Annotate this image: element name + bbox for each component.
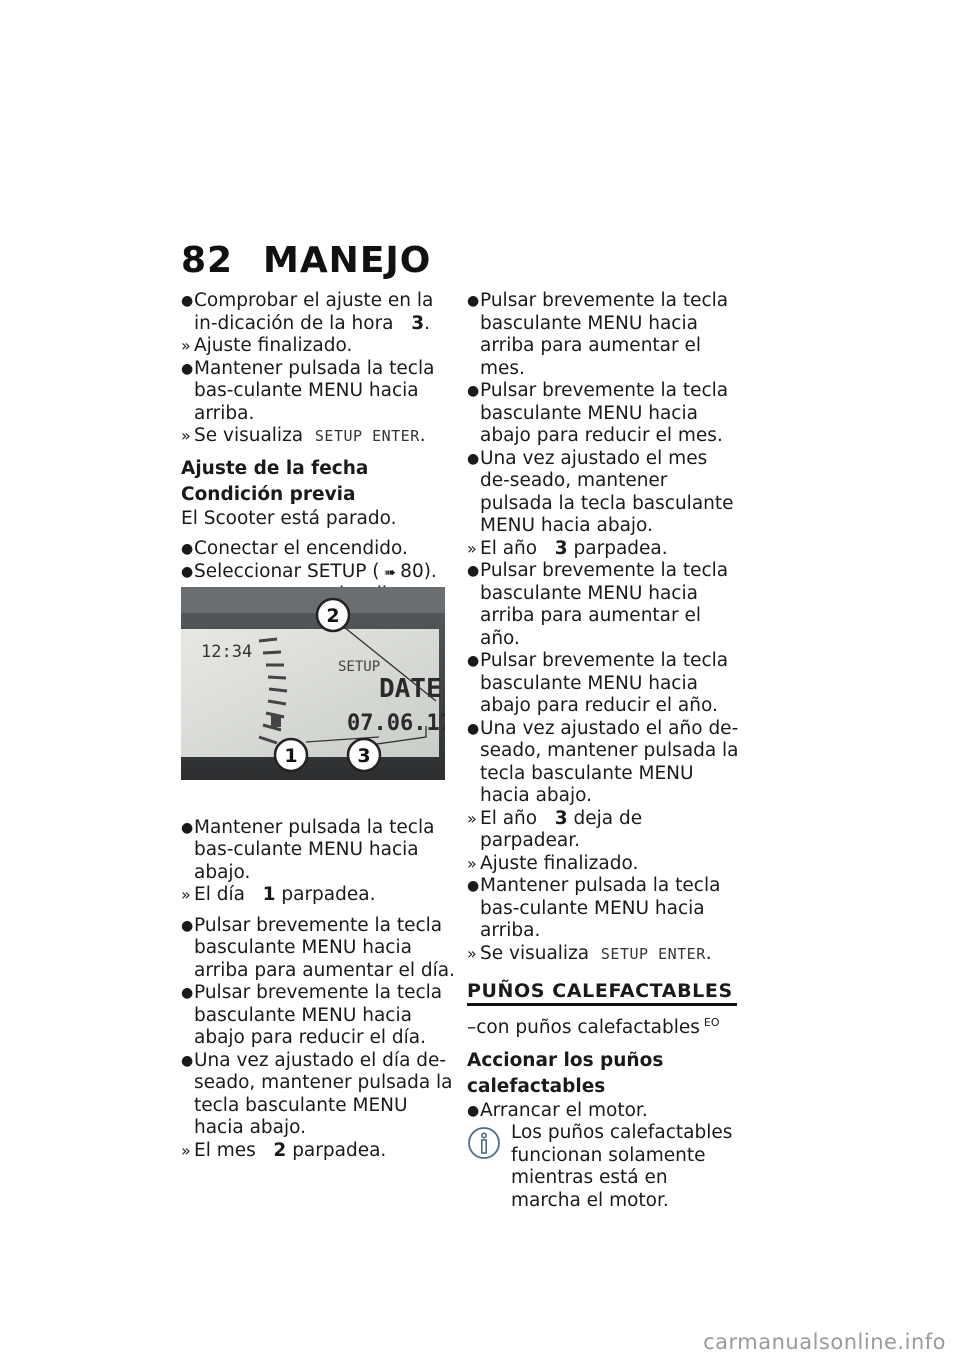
instruction-step: ● Pulsar brevemente la tecla basculante MENU hacia arriba para aumentar el mes. [467, 290, 729, 379]
instruction-step: ● Mantener pulsada la tecla bas-culante MENU hacia abajo. [181, 816, 435, 883]
result-step: » El día 1 parpadea. [181, 884, 376, 905]
bullet-icon: ● [181, 917, 194, 934]
result-arrow-icon: » [181, 336, 191, 355]
result-arrow-icon: » [181, 1140, 191, 1160]
bullet-icon: ● [467, 1102, 480, 1119]
result-arrow-icon: » [467, 808, 477, 828]
top-rim [181, 587, 445, 613]
display-text: SETUP ENTER [600, 944, 706, 963]
result-arrow-icon: » [181, 885, 191, 904]
instruction-step: ● Arrancar el motor. [467, 1099, 648, 1121]
instruction-step: ● Una vez ajustado el día de-seado, mantener pulsada la tecla basculante MENU hacia abajo. [181, 1049, 453, 1138]
instruction-step: ● Pulsar brevemente la tecla basculante MENU hacia abajo para reducir el día. [181, 982, 443, 1048]
instruction-step: ● Una vez ajustado el año de-seado, mantener pulsada la tecla basculante MENU hacia abajo. [467, 717, 739, 806]
display-text: SETUP ENTER [314, 427, 420, 445]
bullet-icon: ● [181, 360, 194, 377]
instruction-step: ● Mantener pulsada la tecla bas-culante MENU hacia arriba. [181, 357, 435, 424]
date-value: 07.06.17 [347, 711, 445, 736]
instruction-step: ● Pulsar brevemente la tecla basculante MENU hacia arriba para aumentar el día. [181, 914, 455, 981]
condition-text: El Scooter está parado. [181, 507, 397, 529]
section-title: PUÑOS CALEFACTABLES [467, 980, 733, 1002]
section-rule [467, 1003, 737, 1006]
result-arrow-icon: » [181, 426, 191, 445]
instruction-step: ● Comprobar el ajuste en la in-dicación de la hora 3. [181, 290, 434, 334]
result-step: » Se visualiza SETUP ENTER. [181, 425, 426, 446]
bullet-icon: ● [467, 383, 480, 399]
result-step: » El año 3 parpadea. [467, 537, 668, 559]
clock-readout: 12:34 [201, 642, 253, 662]
bullet-icon: ● [181, 563, 194, 580]
heading-ajuste-fecha: Ajuste de la fecha [181, 457, 369, 479]
result-arrow-icon: » [467, 943, 477, 963]
callout-1-number: 1 [284, 745, 298, 767]
instruction-step: ● Pulsar brevemente la tecla basculante MENU hacia abajo para reducir el año. [467, 650, 729, 716]
page-ref-arrow-icon: ➠ [379, 564, 401, 581]
heading-condicion-previa: Condición previa [181, 483, 356, 505]
instrument-display-photo [181, 587, 445, 780]
bullet-icon: ● [181, 1052, 194, 1069]
result-arrow-icon: » [467, 538, 477, 558]
instruction-step: ● Mantener pulsada la tecla bas-culante MENU hacia arriba. [467, 875, 721, 941]
instruction-step: ● Pulsar brevemente la tecla basculante MENU hacia arriba para aumentar el año. [467, 560, 729, 649]
bullet-icon: ● [181, 819, 194, 836]
date-label: DATE [379, 674, 442, 704]
callout-3-number: 3 [357, 745, 371, 767]
watermark: carmanualsonline.info [703, 1330, 946, 1354]
bullet-icon: ● [467, 450, 480, 467]
result-step: » El año 3 deja de parpadear. [467, 807, 643, 851]
instruction-step: ● Una vez ajustado el mes de-seado, mantener pulsada la tecla basculante MENU hacia abajo. [467, 447, 734, 536]
result-step: » El mes 2 parpadea. [181, 1139, 387, 1161]
fuel-icon [271, 715, 281, 727]
bullet-icon: ● [467, 653, 480, 669]
option-line: –con puños calefactables $^{EO}$ [467, 1016, 720, 1039]
callout-2-number: 2 [326, 605, 340, 627]
option-code: EO [703, 1016, 720, 1029]
bullet-icon: ● [467, 878, 480, 894]
info-note [467, 1122, 742, 1212]
note-text: Los puños calefactables funcionan solamente mientras está en marcha el motor. [511, 1122, 733, 1211]
bullet-icon: ● [181, 293, 194, 309]
result-step: » Ajuste finalizado. [181, 335, 353, 356]
result-step: » Se visualiza SETUP ENTER. [467, 942, 712, 964]
instrument-display-figure [181, 587, 445, 780]
instruction-step: ● Conectar el encendido. [181, 538, 408, 559]
figure-ref: 2 [273, 1139, 287, 1161]
figure-ref: 1 [262, 884, 276, 905]
page-title: MANEJO [263, 240, 432, 281]
result-step: » Ajuste finalizado. [467, 852, 639, 874]
instruction-step: ● Seleccionar SETUP ( ➠ 80). [181, 560, 437, 582]
bullet-icon: ● [181, 985, 194, 1001]
setup-label: SETUP [338, 659, 381, 675]
instruction-step: ● Pulsar brevemente la tecla basculante MENU hacia abajo para reducir el mes. [467, 380, 729, 446]
bullet-icon: ● [181, 541, 194, 557]
figure-ref: 3 [411, 312, 425, 334]
heading-accionar: Accionar los puños calefactables [467, 1049, 664, 1097]
figure-ref: 3 [554, 537, 568, 559]
bullet-icon: ● [467, 293, 480, 309]
result-arrow-icon: » [467, 853, 477, 873]
page-ref: 80 [400, 560, 424, 582]
bullet-icon: ● [467, 720, 480, 737]
page-header [181, 240, 431, 281]
bullet-icon: ● [467, 563, 480, 579]
page-number: 82 [181, 240, 234, 281]
figure-ref: 3 [554, 807, 568, 829]
right-column [467, 290, 742, 1212]
